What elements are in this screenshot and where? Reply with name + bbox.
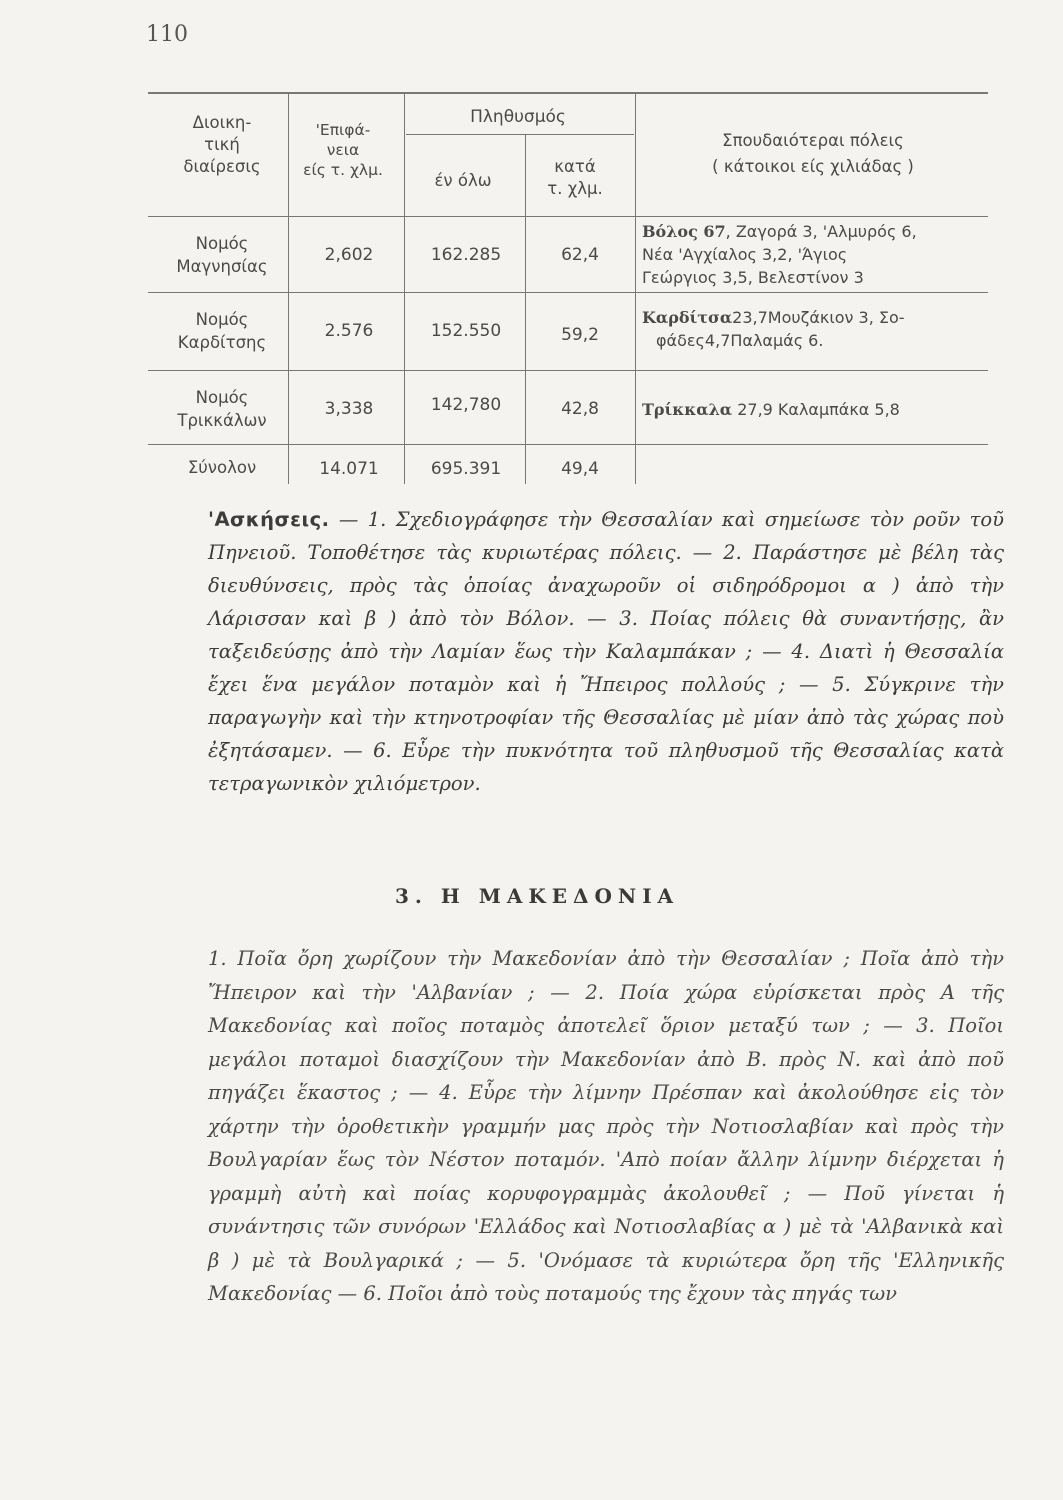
cities-line: Γεώργιος 3,5, Βελεστίνον 3 <box>642 268 864 287</box>
cities-line <box>642 306 988 329</box>
table-cell-density: 59,2 <box>561 325 599 345</box>
division-line: Νομός <box>195 310 249 329</box>
exercises-lead: 'Ασκήσεις. <box>208 508 330 531</box>
table-cell-area: 2.576 <box>324 321 374 341</box>
header-area <box>288 120 398 180</box>
header-population-total: έν όλω <box>434 171 492 190</box>
table-total-density: 49,4 <box>561 459 599 479</box>
cities-text: , Ζαγορά 3, 'Αλμυρός 6, <box>725 222 917 241</box>
header-population: Πληθυσμός <box>470 107 566 127</box>
division-line: Νομός <box>195 234 249 253</box>
table-total-population: 695.391 <box>430 459 502 479</box>
table-total-area: 14.071 <box>319 459 379 479</box>
table-row-division <box>148 308 296 354</box>
table-row-division <box>148 232 296 278</box>
header-density-line: τ. χλμ. <box>547 179 603 198</box>
questions-text: 1. Ποῖα ὄρη χωρίζουν τὴν Μακεδονίαν ἀπὸ τὴν Θεσσαλίαν ; Ποῖα ἀπὸ τὴν Ἤπειρον καὶ τὴν 'Αλβανίαν ; — 2. Ποία χώρα εὑρίσκεται πρὸς Α τῆς Μακεδονίας καὶ ποῖος ποταμὸς ἀποτελεῖ ὅριον μεταξύ των ; — 3. Ποῖοι μεγάλοι ποταμοὶ διασχίζουν τὴν Μακεδονίαν ἀπὸ Β. πρὸς Ν. καὶ ἀπὸ ποῦ πηγάζει ἕκαστος ; — 4. Εὗρε τὴν λίμνην Πρέσπαν καὶ ἀκολούθησε εἰς τὸν χάρτην τὴν ὁροθετικὴν γραμμήν μας πρὸς τὴν Νοτιοσλαβίαν καὶ πρὸς τὴν Βουλγαρίαν ἕως τὸν Νέστον ποταμόν. 'Απὸ ποίαν ἄλλην λίμνην διέρχεται ἡ γραμμὴ αὐτὴ καὶ ποίας κορυφογραμμὰς ἀκολουθεῖ ; — Ποῦ γίνεται ἡ συνάντησις τῶν συνόρων 'Ελλάδος καὶ Νοτιοσλαβίας α ) μὲ τὰ 'Αλβανικὰ καὶ β ) μὲ τὰ Βουλγαρικά ; — 5. 'Ονόμασε τὰ κυριώτερα ὄρη τῆς 'Ελληνικῆς Μακεδονίας — 6. Ποῖοι ἀπὸ τοὺς ποταμούς της ἔχουν τὰς πηγάς των <box>208 947 1004 1305</box>
exercises-text: — 1. Σχεδιογράφησε τὴν Θεσσαλίαν καὶ σημείωσε τὸν ροῦν τοῦ Πηνειοῦ. Τοποθέτησε τὰς κυριωτέρας πόλεις. — 2. Παράστησε μὲ βέλη τὰς διευθύνσεις, πρὸς τὰς ὁποίας ἀναχωροῦν οἱ σιδηρόδρομοι α ) ἀπὸ τὴν Λάρισσαν καὶ β ) ἀπὸ τὸν Βόλον. — 3. Ποίας πόλεις θὰ συναντήσῃς, ἂν ταξειδεύσῃς ἀπὸ τὴν Λαμίαν ἕως τὴν Καλαμπάκαν ; — 4. Διατὶ ἡ Θεσσαλία ἔχει ἕνα μεγάλον ποταμὸν καὶ ἡ Ἤπειρος πολλούς ; — 5. Σύγκρινε τὴν παραγωγὴν καὶ τὴν κτηνοτροφίαν τῆς Θεσσαλίας μὲ μίαν ἀπὸ τὰς χώρας ποὺ ἐξητάσαμεν. — 6. Εὗρε τὴν πυκνότητα τοῦ πληθυσμοῦ τῆς Θεσσαλίας κατὰ τετραγωνικὸν χιλιόμετρον. <box>208 508 1004 795</box>
questions-paragraph <box>208 942 1004 1311</box>
table-cell-cities <box>642 398 988 421</box>
division-line: Τρικκάλων <box>177 411 267 430</box>
capital-city: Καρδίτσα <box>642 308 733 327</box>
table-cell-cities <box>642 306 988 352</box>
division-line: Μαγνησίας <box>176 257 268 276</box>
header-density-line: κατά <box>554 157 596 176</box>
header-area-line: 'Επιφά- <box>315 121 371 139</box>
table-col-rule <box>635 92 636 484</box>
table-row-rule <box>148 444 988 445</box>
cities-line: φάδες4,7Παλαμάς 6. <box>656 331 824 350</box>
capital-city: Βόλος 67 <box>642 222 726 241</box>
header-division-line: διαίρεσις <box>183 157 261 176</box>
section-title: 3. Η ΜΑΚΕΔΟΝΙΑ <box>395 884 680 908</box>
table-subheader-rule <box>406 134 634 135</box>
table-cell-cities <box>642 220 988 289</box>
table-cell-population: 142,780 <box>430 395 502 415</box>
header-population-density <box>520 156 630 200</box>
table-cell-density: 42,8 <box>561 399 599 419</box>
header-division-line: τική <box>204 135 240 154</box>
table-row-rule <box>148 370 988 371</box>
header-division-line: Διοικη- <box>192 113 252 132</box>
cities-text: 27,9 Καλαμπάκα 5,8 <box>732 400 900 419</box>
table-cell-density: 62,4 <box>561 245 599 265</box>
division-line: Καρδίτσης <box>177 333 267 352</box>
capital-city: Τρίκκαλα <box>642 400 733 419</box>
cities-text: 23,7Μουζάκιον 3, Σο- <box>732 308 905 327</box>
table-cell-area: 3,338 <box>324 399 374 419</box>
table-total-label: Σύνολον <box>187 458 257 477</box>
table-cell-area: 2,602 <box>324 245 374 265</box>
cities-line <box>642 220 988 243</box>
cities-line <box>642 398 988 421</box>
table-cell-population: 162.285 <box>430 245 502 265</box>
page-number: 110 <box>146 22 188 47</box>
header-cities-line: ( κάτοικοι είς χιλιάδας ) <box>712 157 914 176</box>
table-row-rule <box>148 292 988 293</box>
exercises-paragraph <box>208 503 1004 800</box>
table-row-division <box>148 386 296 432</box>
table-cell-population: 152.550 <box>430 321 502 341</box>
header-cities <box>638 128 988 180</box>
table-top-rule <box>148 92 988 94</box>
header-area-line: είς τ. χλμ. <box>303 161 383 179</box>
cities-line: Νέα 'Αγχίαλος 3,2, 'Άγιος <box>642 245 848 264</box>
header-cities-line: Σπουδαιότεραι πόλεις <box>722 131 904 150</box>
header-area-line: νεια <box>326 141 360 159</box>
division-line: Νομός <box>195 388 249 407</box>
header-division <box>148 112 296 178</box>
table-col-rule <box>404 92 405 484</box>
statistics-table <box>148 92 988 484</box>
table-header-rule <box>148 216 988 217</box>
